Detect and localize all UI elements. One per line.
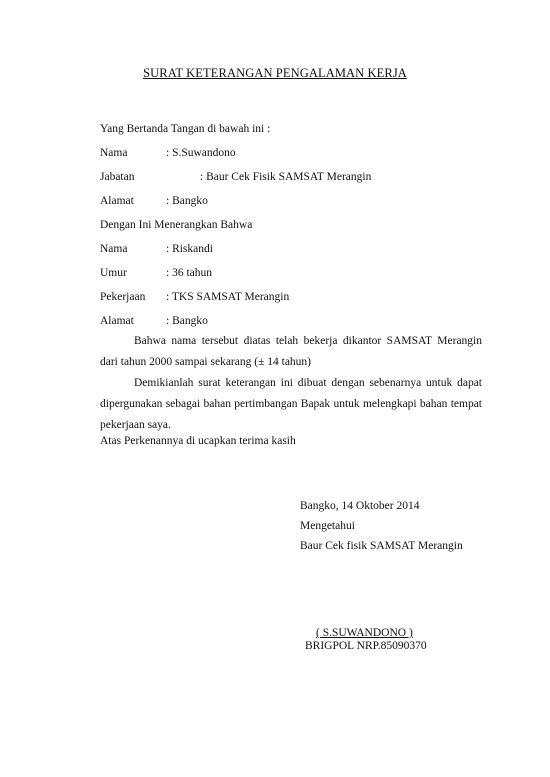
signer-jabatan-value: : Baur Cek Fisik SAMSAT Merangin — [200, 171, 372, 183]
signer-alamat-label: Alamat — [100, 195, 134, 207]
signature-name: ( S.SUWANDONO ) — [316, 627, 413, 639]
signer-nama-label: Nama — [100, 147, 128, 159]
signature-rank-nrp: BRIGPOL NRP.85090370 — [305, 640, 427, 652]
signer-jabatan-label: Jabatan — [100, 171, 135, 183]
intro-text: Yang Bertanda Tangan di bawah ini : — [100, 123, 271, 135]
subject-pekerjaan-value: : TKS SAMSAT Merangin — [166, 291, 290, 303]
signature-place-date: Bangko, 14 Oktober 2014 — [300, 500, 420, 512]
statement-text: Dengan Ini Menerangkan Bahwa — [100, 219, 253, 231]
subject-umur-value: : 36 tahun — [166, 267, 212, 279]
subject-nama-label: Nama — [100, 243, 128, 255]
subject-umur-label: Umur — [100, 267, 127, 279]
subject-pekerjaan-label: Pekerjaan — [100, 291, 146, 303]
paragraph-purpose: Demikianlah surat keterangan ini dibuat dengan sebenarnya untuk dapat dipergunakan sebagai bahan pertimbangan Bapak untuk melengkapi bahan tempat pekerjaan saya. — [100, 377, 482, 431]
signer-alamat-value: : Bangko — [166, 195, 208, 207]
signer-nama-value: : S.Suwandono — [166, 147, 236, 159]
signature-acknowledged: Mengetahui — [300, 520, 355, 532]
paragraph-employment: Bahwa nama tersebut diatas telah bekerja dikantor SAMSAT Merangin dari tahun 2000 sampai sekarang (± 14 tahun) — [100, 335, 482, 368]
signature-position: Baur Cek fisik SAMSAT Merangin — [300, 540, 463, 552]
letter-title: SURAT KETERANGAN PENGALAMAN KERJA — [143, 66, 407, 80]
subject-alamat-label: Alamat — [100, 315, 134, 327]
subject-alamat-value: : Bangko — [166, 315, 208, 327]
subject-nama-value: : Riskandi — [166, 243, 213, 255]
closing-text: Atas Perkenannya di ucapkan terima kasih — [100, 435, 296, 447]
